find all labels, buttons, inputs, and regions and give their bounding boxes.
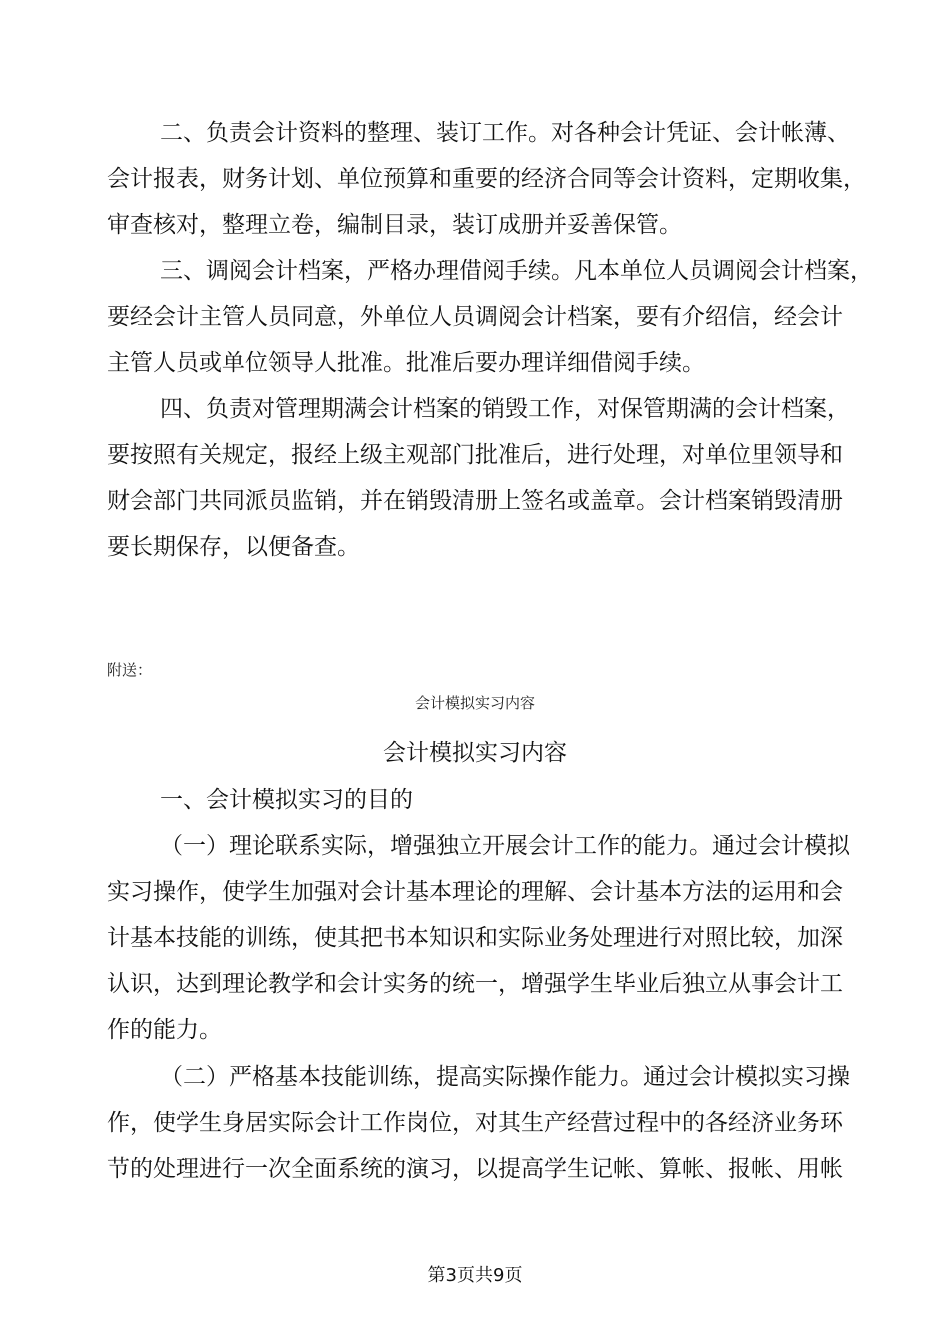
item-1-line-2: 实习操作，使学生加强对会计基本理论的理解、会计基本方法的运用和会 [107,879,843,905]
paragraph-2-line-3: 审查核对，整理立卷，编制目录，装订成册并妥善保管。 [107,212,682,238]
section-heading-1: 一、会计模拟实习的目的 [160,787,413,813]
item-1-line-4: 认识，达到理论教学和会计实务的统一，增强学生毕业后独立从事会计工 [107,971,843,997]
paragraph-3-line-2: 要经会计主管人员同意，外单位人员调阅会计档案，要有介绍信，经会计 [107,304,843,330]
item-2-line-3: 节的处理进行一次全面系统的演习，以提高学生记帐、算帐、报帐、用帐 [107,1156,843,1182]
item-1-line-1: （一）理论联系实际，增强独立开展会计工作的能力。通过会计模拟 [160,833,850,859]
item-1-line-5: 作的能力。 [107,1017,222,1043]
item-2-line-2: 作，使学生身居实际会计工作岗位，对其生产经营过程中的各经济业务环 [107,1110,843,1136]
paragraph-4-line-1: 四、负责对管理期满会计档案的销毁工作，对保管期满的会计档案， [160,396,850,422]
appendix-title: 会计模拟实习内容 [383,740,567,766]
paragraph-4-line-4: 要长期保存，以便备查。 [107,534,360,560]
paragraph-4-line-2: 要按照有关规定，报经上级主观部门批准后，进行处理，对单位里领导和 [107,442,843,468]
paragraph-2-line-1: 二、负责会计资料的整理、装订工作。对各种会计凭证、会计帐薄、 [160,120,850,146]
paragraph-4-line-3: 财会部门共同派员监销，并在销毁清册上签名或盖章。会计档案销毁清册 [107,488,843,514]
paragraph-3-line-1: 三、调阅会计档案，严格办理借阅手续。凡本单位人员调阅会计档案， [160,258,873,284]
appendix-small-title: 会计模拟实习内容 [414,694,535,712]
paragraph-2-line-2: 会计报表，财务计划、单位预算和重要的经济合同等会计资料，定期收集， [107,166,866,192]
paragraph-3-line-3: 主管人员或单位领导人批准。批准后要办理详细借阅手续。 [107,350,705,376]
item-2-line-1: （二）严格基本技能训练，提高实际操作能力。通过会计模拟实习操 [160,1064,850,1090]
item-1-line-3: 计基本技能的训练，使其把书本知识和实际业务处理进行对照比较，加深 [107,925,843,951]
page-number: 第3页共9页 [427,1265,523,1286]
appendix-label: 附送： [107,661,153,679]
